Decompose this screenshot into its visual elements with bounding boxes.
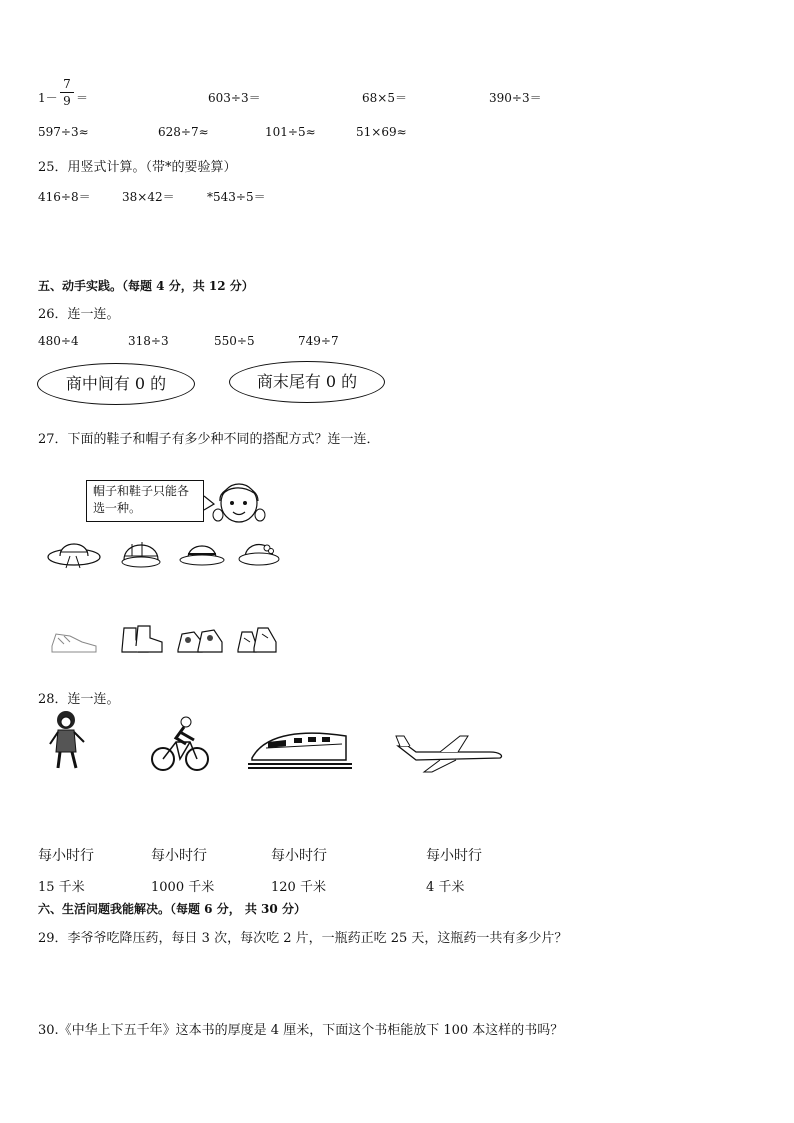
fraction-bar [60,92,74,93]
section-5-title: 五、动手实践。（每题 4 分，共 12 分） [38,279,254,293]
category-ellipse-middle-zero[interactable] [37,363,195,405]
calc-item: 68×5＝ [362,91,407,105]
ellipse-label: 商中间有 0 的 [65,374,167,393]
estimate-item: 628÷7≈ [158,125,209,139]
calc-item: 390÷3＝ [489,91,542,105]
question-27-title: 27．下面的鞋子和帽子有多少种不同的搭配方式？连一连． [38,432,380,447]
division-item: 480÷4 [38,334,79,348]
vertical-calc-item: 38×42＝ [122,190,175,204]
speed-value: 4 千米 [426,880,465,895]
speed-label: 每小时行 [271,848,327,864]
girl-face-icon [212,475,268,531]
speed-value: 120 千米 [271,880,326,895]
hat-icon[interactable] [46,532,102,572]
boots-icon[interactable] [118,622,166,656]
fraction-numerator: 7 [63,77,71,91]
question-26-title: 26．连一连。 [38,307,120,322]
speed-label: 每小时行 [426,848,482,864]
sneakers-icon[interactable] [48,626,100,656]
division-item: 550÷5 [214,334,255,348]
cap-icon[interactable] [120,536,164,570]
high-speed-train-icon[interactable] [246,724,356,774]
division-item: 749÷7 [298,334,339,348]
question-28-title: 28．连一连。 [38,692,120,707]
airplane-icon[interactable] [394,732,506,774]
flower-hat-icon[interactable] [237,536,281,568]
section-6-title: 六、生活问题我能解决。（每题 6 分， 共 30 分） [38,902,306,916]
question-29-text: 29．李爷爷吃降压药，每日 3 次，每次吃 2 片，一瓶药正吃 25 天，这瓶药一共有多少片？ [38,931,568,946]
question-25-title: 25．用竖式计算。（带*的要验算） [38,160,237,175]
speed-label: 每小时行 [38,848,94,864]
ellipse-label: 商末尾有 0 的 [256,372,358,391]
division-item: 318÷3 [128,334,169,348]
speech-bubble [86,480,204,522]
estimate-item: 597÷3≈ [38,125,89,139]
fraction-denominator: 9 [63,94,71,108]
estimate-item: 51×69≈ [356,125,407,139]
calc-frac-whole: 1－ [38,91,58,105]
vertical-calc-item: 416÷8＝ [38,190,91,204]
fedora-hat-icon[interactable] [178,538,226,568]
sport-shoes-icon[interactable] [176,624,226,656]
speed-value: 15 千米 [38,880,85,895]
speech-bubble-text: 帽子和鞋子只能各选一种。 [93,484,190,515]
speed-value: 1000 千米 [151,880,215,895]
question-30-text: 30.《中华上下五千年》这本书的厚度是 4 厘米，下面这个书柜能放下 100 本这样的书吗？ [38,1023,564,1038]
calc-frac-equals: ＝ [76,91,89,105]
calc-item: 603÷3＝ [208,91,261,105]
baby-shoes-icon[interactable] [236,624,280,656]
category-ellipse-trailing-zero[interactable] [229,361,385,403]
bicycle-icon[interactable] [150,714,210,774]
fraction [60,77,74,108]
vertical-calc-item: *543÷5＝ [207,190,266,204]
estimate-item: 101÷5≈ [265,125,316,139]
speed-label: 每小时行 [151,848,207,864]
walking-girl-icon[interactable] [48,710,88,772]
